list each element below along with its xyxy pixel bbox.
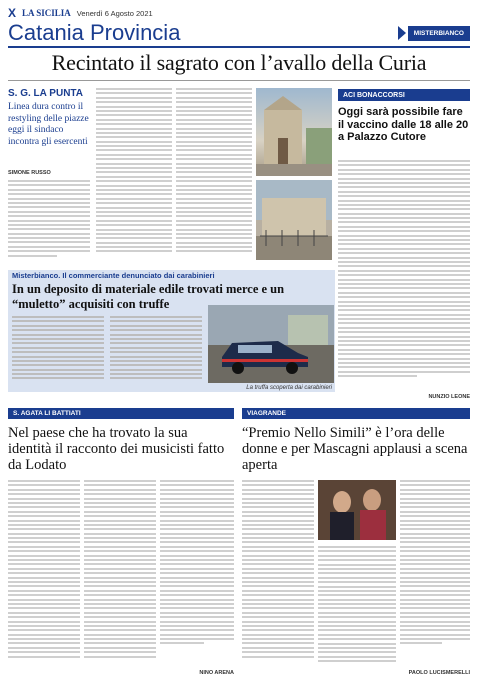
main-deck: Linea dura contro il restyling delle piazze eggi il sindaco incontra gli esercenti	[8, 102, 89, 147]
bottom-right-headline: “Premio Nello Simili” è l’ora delle donne e per Mascagni applausi a scena aperta	[242, 425, 468, 473]
bottom-right-col3	[400, 480, 470, 647]
sidebar-signature: NUNZIO LEONE	[428, 394, 470, 400]
section-badge	[398, 26, 470, 41]
section-rule	[8, 46, 470, 48]
bottom-right-signature: PAOLO LUCISMERELLI	[408, 670, 470, 676]
sidebar-headline: Oggi sarà possibile fare il vaccino dalle 18 alle 20 a Palazzo Cutore	[338, 106, 469, 143]
main-kicker: S. G. LA PUNTA	[8, 88, 83, 99]
bottom-left-tag: S. AGATA LI BATTIATI	[8, 408, 234, 419]
main-body-col1	[8, 180, 90, 259]
section-bar	[8, 21, 470, 45]
section-title: Catania Provincia	[8, 20, 181, 45]
church-photo-1	[256, 88, 332, 176]
main-byline: SIMONE RUSSO	[8, 170, 51, 176]
section-badge-label: MISTERBIANCO	[408, 26, 470, 41]
box-body-col1	[12, 316, 104, 382]
bottom-right-col1	[242, 480, 314, 660]
bottom-left-col3	[160, 480, 234, 647]
headline-rule	[8, 80, 470, 81]
newspaper-name: LA SICILIA	[22, 8, 71, 18]
bottom-left-headline: Nel paese che ha trovato la sua identità il racconto dei musicisti fatto da Lodato	[8, 425, 225, 473]
main-body-col3	[176, 88, 252, 255]
sidebar-body	[338, 160, 470, 380]
sidebar-tag: ACI BONACCORSI	[338, 89, 470, 101]
bottom-left-signature: NINO ARENA	[199, 670, 234, 676]
church-photo-2	[256, 180, 332, 260]
award-photo	[318, 480, 396, 540]
masthead-bar	[8, 6, 470, 20]
bottom-left-col2	[84, 480, 156, 660]
main-headline: Recintato il sagrato con l’avallo della Curia	[51, 50, 427, 75]
bottom-right-tag: VIAGRANDE	[242, 408, 470, 419]
issue-date: Venerdì 6 Agosto 2021	[76, 8, 153, 18]
police-car-photo	[208, 305, 334, 383]
page-letter: X	[8, 6, 17, 20]
bottom-right-col2	[318, 546, 396, 665]
box-body-col2	[110, 316, 202, 382]
box-kicker: Misterbianco. Il commerciante denunciato dai carabinieri	[12, 271, 215, 280]
photo-caption: La truffa scoperta dai carabinieri	[246, 385, 332, 391]
chevron-right-icon	[398, 26, 406, 40]
box-headline: In un deposito di materiale edile trovati merce e un “muletto” acquisiti con truffe	[12, 282, 285, 311]
main-body-col2	[96, 88, 172, 255]
bottom-left-col1	[8, 480, 80, 660]
